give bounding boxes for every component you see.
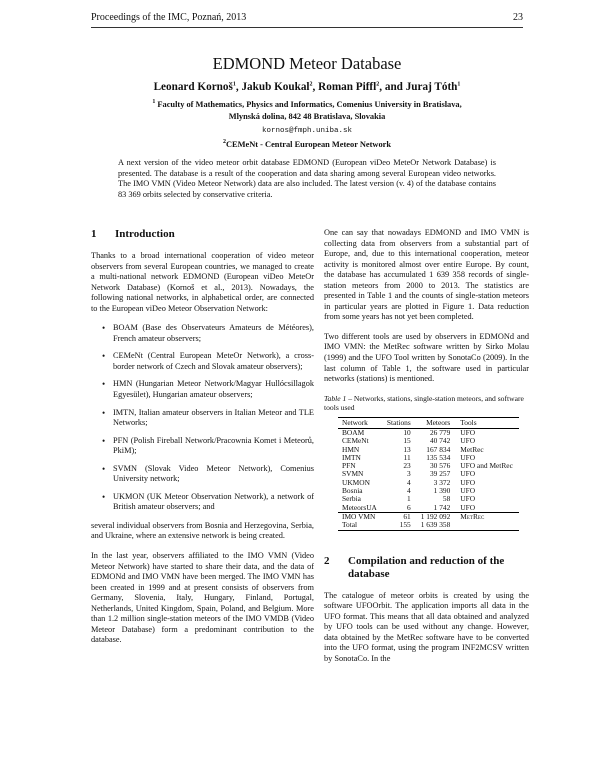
table-row: HMN 13 167 834 MetRec xyxy=(342,444,484,454)
affiliation-2: $^2$CEMeNt - Central European Meteor Network xyxy=(222,139,392,149)
table-total-row: Total 155 1 639 358 xyxy=(338,521,519,530)
list-item: • IMTN, Italian amateur observers in Italian Meteor and TLE Networks; xyxy=(113,408,314,429)
table-row: SVMN 3 39 257 UFO xyxy=(342,469,476,479)
section-1-heading: 1 Introduction xyxy=(91,228,175,240)
affiliation-1: $^1$ Faculty of Mathematics, Physics and Informatics, Comenius University in Bratislava, Mlynská dolina, 842 48 Bratislava, Slovakia xyxy=(152,99,462,121)
section-2-paragraph-1: The catalogue of meteor orbits is created by using the software UFOOrbit. The application imports all data in the UFO format. This means that all data obtained and analyzed by UFO tools can be used without any change. However, data obtained by the MetRec software have to be converted into the UFO format, using the program INF2MCSV written by SonotaCo. In the xyxy=(324,590,529,663)
paper-title: EDMOND Meteor Database xyxy=(212,54,402,73)
intro-paragraph-5: Two different tools are used by observers in EDMONd and IMO VMN: the MetRec software written by Sirko Molau (1999) and the UFO Tool written by SonotaCo (2009). In the last column of Table 1, the software used in particular networks (stations) is mentioned. xyxy=(324,331,529,384)
header-rule xyxy=(91,27,523,28)
col-header: Tools xyxy=(456,417,519,428)
table-row: PFN 23 30 576 UFO and MetRec xyxy=(342,461,513,471)
right-column xyxy=(324,228,529,673)
table-row: MeteorsUA 6 1 742 UFO xyxy=(342,502,476,512)
network-list xyxy=(91,323,314,513)
contact-email[interactable]: kornos@fmph.uniba.sk xyxy=(261,127,352,135)
table-row: BOAM 10 26 779 UFO xyxy=(342,427,476,437)
col-header: Meteors xyxy=(417,417,457,428)
list-item: • CEMeNt (Central European MeteOr Network), a cross-border network of Czech and Slovak amateur observers); xyxy=(113,351,314,372)
author-4: Juraj Tóth$^1$ xyxy=(405,81,461,93)
author-2: Jakub Koukal$^2$ xyxy=(241,81,313,93)
intro-paragraph-3: In the last year, observers affiliated to the IMO VMN (Video Meteor Network) have started to share their data, and the data of EDMONd and IMO VMN have been merged. The IMO VMN has been created in 1999 and at present consists of observers from Germany, Slovenia, Italy, Hungary, Finland, Portugal, Netherlands, United Kingdom, Spain, Poland, and Belgium. More than 1.2 million single-station meteors of the IMO VMDB (Video Meteor Database) form a predominant contribution to the database. xyxy=(91,551,314,645)
intro-paragraph-1: Thanks to a broad international cooperation of video meteor observers from several European countries, we managed to create a multi-national network EDMOND (European viDeo MeteOr Network Database) (Kornoš et al., 2013). Nowadays, the following national networks, in alphabetical order, are connected to the European viDeo Meteor Observation Network: xyxy=(91,251,314,313)
author-list: Leonard Kornoš$^1$, Jakub Koukal$^2$, Roman Piffl$^2$, and Juraj Tóth$^1$ xyxy=(153,81,461,93)
left-column xyxy=(91,228,314,655)
table-row: Serbia 1 58 UFO xyxy=(342,494,476,504)
table-row: Bosnia 4 1 390 UFO xyxy=(342,486,476,496)
col-header: Stations xyxy=(383,417,417,428)
running-head xyxy=(91,12,523,23)
table-1 xyxy=(338,417,519,531)
col-header: Network xyxy=(338,417,383,428)
list-item: • UKMON (UK Meteor Observation Network), a network of British amateur observers; and xyxy=(113,492,314,513)
list-item: • BOAM (Base des Observateurs Amateurs de Météores), French amateur observers; xyxy=(113,323,314,344)
table-1-caption: Table 1 – Networks, stations, single-station meteors, and software tools used xyxy=(324,393,524,413)
intro-paragraph-2: several individual observers from Bosnia and Herzegovina, Serbia, and Ukraine, where an extensive network is being created. xyxy=(91,520,314,541)
table-row: IMO VMN 61 1 192 092 MetRec xyxy=(338,512,519,521)
author-1: Leonard Kornoš$^1$ xyxy=(153,81,236,93)
section-2-heading: 2 Compilation and reduction of the database xyxy=(324,554,505,580)
table-body xyxy=(338,428,519,512)
list-item: • SVMN (Slovak Video Meteor Network), Comenius University network; xyxy=(113,464,314,485)
intro-paragraph-4: One can say that nowadays EDMOND and IMO VMN is collecting data from observers from a substantial part of Europe, and, due to this international cooperation, meteor activity is monitored almost over entire Europe. By count, the database has accumulated 1 639 358 records of single-station meteors from 2000 to 2013. The statistics are presented in Table 1 and the counts of single-station meteors in particular years are plotted in Figure 1. Data reduction from some years has not yet been completed. xyxy=(324,228,529,322)
author-3: Roman Piffl$^2$ xyxy=(318,81,380,93)
table-row: IMTN 11 135 534 UFO xyxy=(342,452,476,462)
table-row: CEMeNt 15 40 742 UFO xyxy=(342,436,476,446)
table-header-row xyxy=(338,417,519,428)
running-head-title: Proceedings of the IMC, Poznań, 2013 xyxy=(91,12,247,23)
abstract: A next version of the video meteor orbit database EDMOND (European viDeo MeteOr Network Database) is presented. The database is a result of the cooperation and data sharing among several European video networks. The IMO VMN (Video Meteor Network) data are also included. The latest version (v. 4) of the database contains 83 369 orbits selected by conservative criteria. xyxy=(118,158,496,199)
list-item: • HMN (Hungarian Meteor Network/Magyar Hullócsillagok Egyesület), Hungarian amateur observers; xyxy=(113,379,314,400)
page-number: 23 xyxy=(513,12,523,23)
table-row: UKMON 4 3 372 UFO xyxy=(342,477,476,487)
list-item: • PFN (Polish Fireball Network/Pracownia Komet i Meteorů, PkiM); xyxy=(113,436,314,457)
